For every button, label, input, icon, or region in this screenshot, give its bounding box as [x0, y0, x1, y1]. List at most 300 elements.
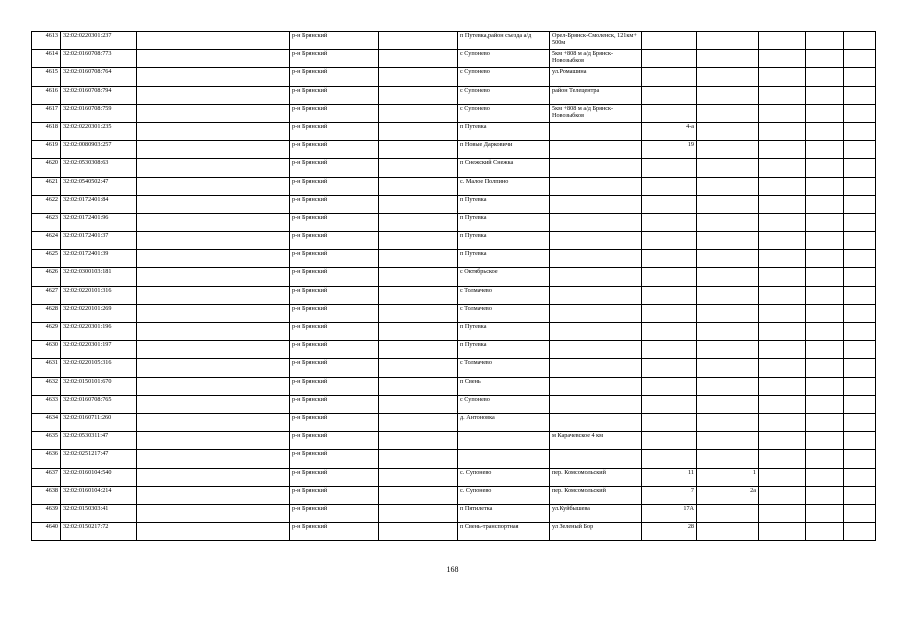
- cell-empty: [137, 304, 290, 322]
- cell-empty: [759, 432, 806, 450]
- cell-cadastral-number: 32:02:0220101:269: [61, 304, 137, 322]
- cell-cadastral-number: 32:02:0150303:41: [61, 504, 137, 522]
- cell-building: [697, 86, 759, 104]
- cell-empty: [806, 104, 844, 122]
- cell-empty: [137, 141, 290, 159]
- cell-locality: [458, 432, 550, 450]
- cell-street: ул.Ромашина: [550, 68, 642, 86]
- cell-row-number: 4623: [32, 213, 61, 231]
- cell-row-number: 4615: [32, 68, 61, 86]
- cell-locality: с. Супонево: [458, 468, 550, 486]
- table-row: [32, 395, 876, 413]
- cell-house: 17А: [642, 504, 697, 522]
- cell-cadastral-number: 32:02:0160708:773: [61, 50, 137, 68]
- cell-district: р-н Брянский: [290, 504, 379, 522]
- cell-empty: [806, 432, 844, 450]
- cell-street: [550, 232, 642, 250]
- cell-empty: [759, 323, 806, 341]
- cell-building: [697, 50, 759, 68]
- cell-district: р-н Брянский: [290, 341, 379, 359]
- cell-cadastral-number: 32:02:0300103:181: [61, 268, 137, 286]
- cell-locality: п Путевка: [458, 195, 550, 213]
- cell-street: [550, 177, 642, 195]
- table-row: [32, 323, 876, 341]
- cell-empty: [806, 141, 844, 159]
- cell-locality: п Снежский Снежка: [458, 159, 550, 177]
- cell-building: [697, 104, 759, 122]
- cell-empty: [759, 523, 806, 541]
- cell-row-number: 4616: [32, 86, 61, 104]
- cell-street: [550, 195, 642, 213]
- cell-row-number: 4627: [32, 286, 61, 304]
- cell-street: [550, 159, 642, 177]
- cell-street: [550, 250, 642, 268]
- cell-locality: п Путевка: [458, 341, 550, 359]
- cell-empty: [379, 122, 458, 140]
- cell-street: 5км +808 м а/д Брянск-Новозыбков: [550, 50, 642, 68]
- cell-empty: [806, 450, 844, 468]
- cell-building: [697, 250, 759, 268]
- cell-cadastral-number: 32:02:0251217:47: [61, 450, 137, 468]
- cell-empty: [379, 213, 458, 231]
- cell-cadastral-number: 32:02:0160708:764: [61, 68, 137, 86]
- cell-cadastral-number: 32:02:0160104:214: [61, 486, 137, 504]
- cell-empty: [137, 523, 290, 541]
- cell-empty: [137, 250, 290, 268]
- cell-empty: [379, 486, 458, 504]
- cell-house: [642, 68, 697, 86]
- cell-empty: [759, 141, 806, 159]
- table-row: [32, 486, 876, 504]
- cell-district: р-н Брянский: [290, 122, 379, 140]
- cell-cadastral-number: 32:02:0160711:260: [61, 413, 137, 431]
- cell-cadastral-number: 32:02:0540502:47: [61, 177, 137, 195]
- cell-empty: [844, 359, 876, 377]
- cell-empty: [379, 304, 458, 322]
- cell-cadastral-number: 32:02:0220105:316: [61, 359, 137, 377]
- cell-empty: [806, 395, 844, 413]
- cell-empty: [379, 359, 458, 377]
- table-row: [32, 32, 876, 50]
- cell-row-number: 4629: [32, 323, 61, 341]
- cell-empty: [844, 104, 876, 122]
- cell-house: [642, 304, 697, 322]
- cell-row-number: 4625: [32, 250, 61, 268]
- cell-row-number: 4640: [32, 523, 61, 541]
- cell-empty: [844, 32, 876, 50]
- cell-empty: [844, 86, 876, 104]
- cell-house: [642, 195, 697, 213]
- cell-street: [550, 141, 642, 159]
- cell-empty: [806, 250, 844, 268]
- cell-building: [697, 341, 759, 359]
- cell-empty: [806, 32, 844, 50]
- cell-district: р-н Брянский: [290, 450, 379, 468]
- cell-empty: [806, 213, 844, 231]
- cell-empty: [844, 122, 876, 140]
- cell-empty: [844, 413, 876, 431]
- cell-empty: [137, 432, 290, 450]
- cell-house: [642, 286, 697, 304]
- cell-empty: [379, 468, 458, 486]
- cell-empty: [137, 486, 290, 504]
- cell-building: [697, 377, 759, 395]
- table-row: [32, 523, 876, 541]
- cell-street: [550, 213, 642, 231]
- cell-empty: [759, 341, 806, 359]
- cell-empty: [137, 468, 290, 486]
- cell-building: [697, 395, 759, 413]
- table-row: [32, 268, 876, 286]
- cell-empty: [844, 341, 876, 359]
- cell-empty: [137, 122, 290, 140]
- cell-locality: с Октябрьское: [458, 268, 550, 286]
- cell-empty: [137, 232, 290, 250]
- cell-empty: [137, 286, 290, 304]
- cell-row-number: 4630: [32, 341, 61, 359]
- cell-empty: [137, 323, 290, 341]
- cell-street: ул Зеленый Бор: [550, 523, 642, 541]
- cell-empty: [806, 341, 844, 359]
- cell-empty: [759, 504, 806, 522]
- table-row: [32, 286, 876, 304]
- cell-building: [697, 523, 759, 541]
- cell-row-number: 4613: [32, 32, 61, 50]
- cell-empty: [806, 286, 844, 304]
- cell-empty: [137, 86, 290, 104]
- cell-empty: [137, 268, 290, 286]
- cell-cadastral-number: 32:02:0220301:197: [61, 341, 137, 359]
- table-row: [32, 468, 876, 486]
- cell-building: [697, 504, 759, 522]
- cell-street: [550, 341, 642, 359]
- cell-empty: [379, 268, 458, 286]
- cell-empty: [379, 395, 458, 413]
- cell-empty: [379, 413, 458, 431]
- cell-house: 7: [642, 486, 697, 504]
- cell-house: [642, 250, 697, 268]
- cell-cadastral-number: 32:02:0160708:759: [61, 104, 137, 122]
- cell-row-number: 4621: [32, 177, 61, 195]
- cell-empty: [844, 468, 876, 486]
- cell-empty: [759, 32, 806, 50]
- cell-locality: д. Антоновка: [458, 413, 550, 431]
- cell-district: р-н Брянский: [290, 141, 379, 159]
- cell-cadastral-number: 32:02:0220301:196: [61, 323, 137, 341]
- cell-empty: [137, 68, 290, 86]
- cell-street: [550, 395, 642, 413]
- cell-house: [642, 50, 697, 68]
- cell-empty: [137, 213, 290, 231]
- cell-empty: [806, 413, 844, 431]
- cell-street: [550, 359, 642, 377]
- cell-locality: с Толмачево: [458, 304, 550, 322]
- cell-cadastral-number: 32:02:0530308:63: [61, 159, 137, 177]
- table-row: [32, 432, 876, 450]
- cell-empty: [379, 341, 458, 359]
- cell-empty: [759, 122, 806, 140]
- cell-empty: [759, 195, 806, 213]
- cell-empty: [806, 232, 844, 250]
- cell-street: 5км +808 м а/д Брянск-Новозыбков: [550, 104, 642, 122]
- cell-cadastral-number: 32:02:0080903:257: [61, 141, 137, 159]
- cell-row-number: 4636: [32, 450, 61, 468]
- cell-district: р-н Брянский: [290, 413, 379, 431]
- cell-cadastral-number: 32:02:0172401:37: [61, 232, 137, 250]
- cell-street: пер. Комсомольский: [550, 468, 642, 486]
- cell-house: [642, 232, 697, 250]
- cell-empty: [806, 195, 844, 213]
- cell-district: р-н Брянский: [290, 432, 379, 450]
- cell-house: 4-а: [642, 122, 697, 140]
- cell-empty: [806, 359, 844, 377]
- cell-house: [642, 377, 697, 395]
- cell-empty: [759, 177, 806, 195]
- cell-empty: [759, 268, 806, 286]
- cell-house: 11: [642, 468, 697, 486]
- cell-house: [642, 213, 697, 231]
- cell-house: [642, 86, 697, 104]
- cell-building: [697, 359, 759, 377]
- cell-empty: [759, 486, 806, 504]
- cell-row-number: 4622: [32, 195, 61, 213]
- cell-locality: п Путевка: [458, 122, 550, 140]
- cell-empty: [844, 177, 876, 195]
- cell-empty: [759, 50, 806, 68]
- cell-empty: [759, 468, 806, 486]
- cell-empty: [759, 159, 806, 177]
- cell-district: р-н Брянский: [290, 32, 379, 50]
- cell-empty: [844, 504, 876, 522]
- cell-empty: [806, 50, 844, 68]
- cell-empty: [806, 177, 844, 195]
- cell-empty: [137, 359, 290, 377]
- cell-cadastral-number: 32:02:0160708:765: [61, 395, 137, 413]
- cell-house: 28: [642, 523, 697, 541]
- cell-house: [642, 32, 697, 50]
- page-number: 168: [446, 565, 459, 574]
- cell-empty: [759, 104, 806, 122]
- cell-street: [550, 377, 642, 395]
- cell-district: р-н Брянский: [290, 50, 379, 68]
- cell-district: р-н Брянский: [290, 468, 379, 486]
- cell-building: [697, 177, 759, 195]
- cell-building: 1: [697, 468, 759, 486]
- table-row: [32, 341, 876, 359]
- cell-street: м Карачевское 4 км: [550, 432, 642, 450]
- cell-empty: [137, 413, 290, 431]
- cell-empty: [137, 104, 290, 122]
- cell-cadastral-number: 32:02:0530311:47: [61, 432, 137, 450]
- cell-empty: [137, 377, 290, 395]
- cell-street: [550, 268, 642, 286]
- cell-street: ул.Куйбышева: [550, 504, 642, 522]
- cell-empty: [844, 50, 876, 68]
- table-row: [32, 50, 876, 68]
- cell-district: р-н Брянский: [290, 195, 379, 213]
- cell-empty: [137, 395, 290, 413]
- cell-building: [697, 159, 759, 177]
- cell-empty: [379, 32, 458, 50]
- cell-locality: с. Малое Полпино: [458, 177, 550, 195]
- cell-locality: п Пятилетка: [458, 504, 550, 522]
- cell-district: р-н Брянский: [290, 213, 379, 231]
- cell-empty: [844, 141, 876, 159]
- cell-empty: [379, 104, 458, 122]
- cell-building: [697, 286, 759, 304]
- cell-empty: [379, 250, 458, 268]
- cell-building: [697, 304, 759, 322]
- cell-building: [697, 268, 759, 286]
- cell-street: [550, 286, 642, 304]
- cell-locality: с Толмачево: [458, 359, 550, 377]
- cell-empty: [379, 504, 458, 522]
- cell-empty: [759, 213, 806, 231]
- cell-empty: [844, 232, 876, 250]
- cell-cadastral-number: 32:02:0150217:72: [61, 523, 137, 541]
- cell-locality: [458, 450, 550, 468]
- table-row: [32, 159, 876, 177]
- cell-locality: с Супонево: [458, 395, 550, 413]
- cell-cadastral-number: 32:02:0172401:96: [61, 213, 137, 231]
- cell-row-number: 4639: [32, 504, 61, 522]
- cell-building: [697, 450, 759, 468]
- cell-empty: [379, 523, 458, 541]
- cell-empty: [759, 286, 806, 304]
- cell-locality: п Новые Дарковичи: [458, 141, 550, 159]
- cell-building: 2а: [697, 486, 759, 504]
- cell-row-number: 4632: [32, 377, 61, 395]
- cell-district: р-н Брянский: [290, 68, 379, 86]
- cell-empty: [759, 68, 806, 86]
- cell-empty: [806, 377, 844, 395]
- cell-empty: [806, 268, 844, 286]
- cell-locality: с Супонево: [458, 68, 550, 86]
- table-row: [32, 141, 876, 159]
- table-row: [32, 104, 876, 122]
- cell-empty: [759, 359, 806, 377]
- table-row: [32, 504, 876, 522]
- cell-empty: [759, 413, 806, 431]
- cell-house: [642, 268, 697, 286]
- cell-empty: [379, 286, 458, 304]
- cell-empty: [137, 177, 290, 195]
- cell-district: р-н Брянский: [290, 232, 379, 250]
- cell-house: [642, 159, 697, 177]
- cell-cadastral-number: 32:02:0220301:235: [61, 122, 137, 140]
- cell-empty: [844, 323, 876, 341]
- cell-row-number: 4617: [32, 104, 61, 122]
- cell-empty: [379, 195, 458, 213]
- cell-empty: [379, 177, 458, 195]
- table-row: [32, 213, 876, 231]
- cell-empty: [137, 504, 290, 522]
- cell-locality: с. Супонево: [458, 486, 550, 504]
- cell-cadastral-number: 32:02:0150101:670: [61, 377, 137, 395]
- cell-house: [642, 395, 697, 413]
- cell-locality: с Супонево: [458, 86, 550, 104]
- cell-street: [550, 122, 642, 140]
- cell-empty: [844, 450, 876, 468]
- cell-house: 19: [642, 141, 697, 159]
- cell-empty: [844, 268, 876, 286]
- cell-street: [550, 323, 642, 341]
- cell-empty: [379, 323, 458, 341]
- cell-empty: [379, 159, 458, 177]
- cell-row-number: 4633: [32, 395, 61, 413]
- table-row: [32, 304, 876, 322]
- cell-empty: [844, 304, 876, 322]
- cell-empty: [759, 232, 806, 250]
- cell-row-number: 4626: [32, 268, 61, 286]
- cell-locality: п Путевка: [458, 323, 550, 341]
- cell-district: р-н Брянский: [290, 286, 379, 304]
- cell-empty: [759, 304, 806, 322]
- cell-street: Орел-Брянск-Смоленск, 121км+ 500м: [550, 32, 642, 50]
- cell-building: [697, 141, 759, 159]
- cell-empty: [759, 250, 806, 268]
- cell-row-number: 4618: [32, 122, 61, 140]
- cell-empty: [806, 504, 844, 522]
- cell-building: [697, 213, 759, 231]
- cell-locality: п Свень-транспортная: [458, 523, 550, 541]
- cell-empty: [844, 159, 876, 177]
- cadastral-table: [31, 31, 876, 541]
- cell-district: р-н Брянский: [290, 268, 379, 286]
- cell-row-number: 4624: [32, 232, 61, 250]
- cell-empty: [759, 450, 806, 468]
- table-row: [32, 359, 876, 377]
- cell-empty: [806, 468, 844, 486]
- cell-empty: [844, 523, 876, 541]
- cell-empty: [379, 68, 458, 86]
- cell-empty: [137, 341, 290, 359]
- cell-building: [697, 432, 759, 450]
- table-row: [32, 250, 876, 268]
- cell-district: р-н Брянский: [290, 250, 379, 268]
- cell-row-number: 4635: [32, 432, 61, 450]
- cell-empty: [844, 250, 876, 268]
- cell-row-number: 4631: [32, 359, 61, 377]
- cell-row-number: 4620: [32, 159, 61, 177]
- cell-district: р-н Брянский: [290, 323, 379, 341]
- cell-locality: п Путевка: [458, 213, 550, 231]
- table-row: [32, 86, 876, 104]
- cell-street: [550, 304, 642, 322]
- cell-house: [642, 104, 697, 122]
- cell-row-number: 4638: [32, 486, 61, 504]
- cell-empty: [137, 195, 290, 213]
- cell-locality: с Супонево: [458, 50, 550, 68]
- cell-empty: [379, 432, 458, 450]
- cell-building: [697, 122, 759, 140]
- cell-building: [697, 32, 759, 50]
- cell-district: р-н Брянский: [290, 159, 379, 177]
- cell-locality: п Путевка,район съезда а/д: [458, 32, 550, 50]
- cell-cadastral-number: 32:02:0172401:84: [61, 195, 137, 213]
- cell-cadastral-number: 32:02:0160708:794: [61, 86, 137, 104]
- cell-empty: [844, 486, 876, 504]
- table-row: [32, 177, 876, 195]
- cell-empty: [844, 68, 876, 86]
- cell-empty: [759, 377, 806, 395]
- cell-house: [642, 413, 697, 431]
- cell-district: р-н Брянский: [290, 377, 379, 395]
- cell-empty: [759, 395, 806, 413]
- cell-row-number: 4637: [32, 468, 61, 486]
- cell-cadastral-number: 32:02:0160104:540: [61, 468, 137, 486]
- cell-empty: [806, 523, 844, 541]
